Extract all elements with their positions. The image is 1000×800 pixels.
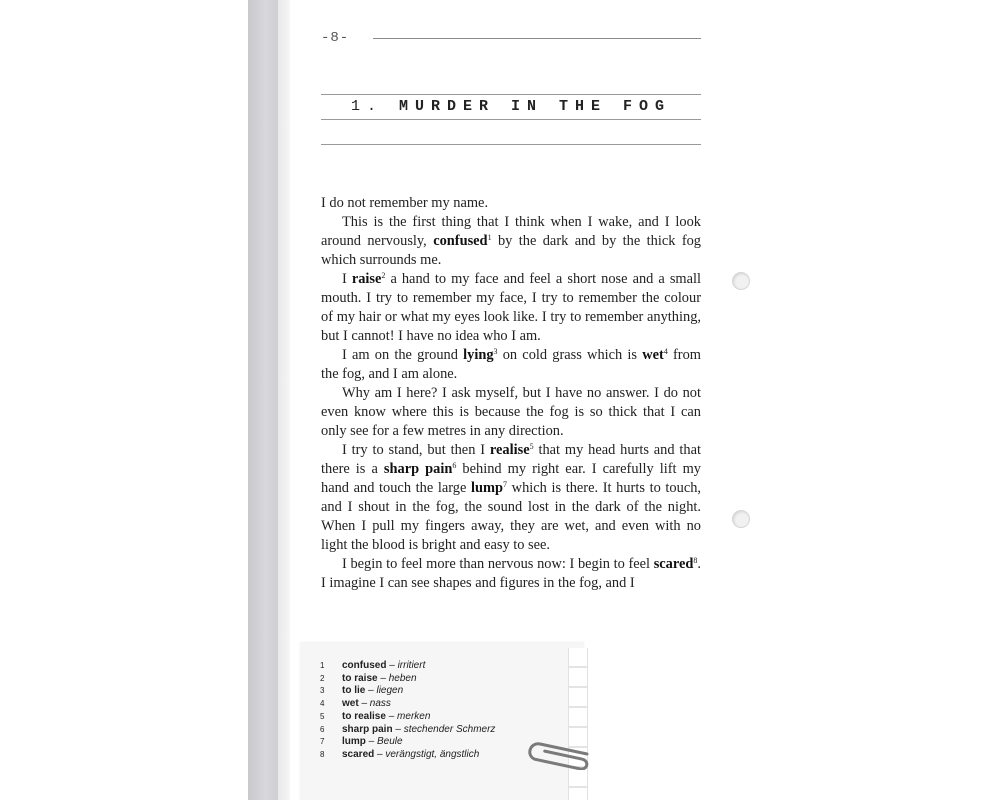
footnote-marker: 4 — [663, 347, 668, 356]
glossary-list — [320, 660, 495, 762]
paragraph — [321, 194, 701, 213]
glossary-translation: nass — [369, 698, 391, 710]
title-rule-bottom — [321, 119, 701, 120]
footnote-marker: 7 — [503, 480, 508, 489]
glossary-number: 1 — [320, 661, 325, 670]
paperclip-icon — [524, 742, 592, 770]
text-run: I do not remember my name. — [321, 195, 489, 211]
text-run: I begin to feel more than nervous now: I begin to feel — [342, 556, 654, 572]
glossary-item — [320, 698, 495, 711]
text-run: a hand to my face and feel a short nose and a small mouth. I try to remember my face, I try to remember the colour of my hair or what my eyes look like. I try to remember anything, but I cannot! I have no idea who I am. — [321, 271, 701, 344]
vocab-term: scared — [653, 556, 694, 572]
glossary-item — [320, 749, 495, 762]
glossary-separator: – — [365, 736, 378, 748]
vocab-term: lump — [471, 480, 504, 496]
title-rule-lower — [321, 144, 701, 145]
text-run: Why am I here? I ask myself, but I have no answer. I do not even know where this is because the fog is so thick that I can only see for a few metres in any direction. — [321, 385, 701, 439]
glossary-item — [320, 711, 495, 724]
glossary-number: 7 — [320, 737, 325, 747]
vocab-term: realise — [489, 442, 530, 458]
paragraph — [321, 346, 701, 384]
book-binding-shadow — [248, 0, 278, 800]
footnote-marker: 6 — [452, 461, 457, 470]
glossary-item — [320, 673, 495, 686]
text-run: behind my right ear. I carefully lift my hand and touch the large — [321, 461, 701, 496]
chapter-body-text — [321, 194, 701, 593]
notepad-spiral — [568, 648, 588, 800]
punch-hole — [732, 272, 750, 290]
glossary-number: 4 — [320, 699, 325, 709]
glossary-term: lump — [342, 736, 366, 748]
footnote-marker: 3 — [493, 347, 498, 356]
text-run: . I imagine I can see shapes and figures in the fog, and I — [321, 556, 701, 591]
glossary-term: wet — [342, 698, 359, 710]
glossary-number: 3 — [320, 686, 325, 696]
chapter-number: 1. — [350, 98, 383, 115]
paragraph — [321, 384, 701, 441]
text-run: that my head hurts and that there is a — [321, 442, 701, 477]
glossary-term: scared — [342, 748, 375, 760]
paragraph — [321, 213, 701, 270]
glossary-item — [320, 736, 495, 749]
glossary-term: to realise — [342, 710, 386, 722]
book-binding-edge — [278, 0, 290, 800]
text-run: I — [342, 271, 352, 287]
paragraph — [321, 555, 701, 593]
glossary-separator: – — [365, 685, 377, 697]
glossary-separator: – — [392, 723, 404, 735]
glossary-translation: irritiert — [397, 660, 426, 671]
text-run: by the dark and by the thick fog which surrounds me. — [321, 233, 702, 268]
glossary-separator: – — [385, 710, 398, 722]
glossary-term: to raise — [342, 672, 378, 684]
footnote-marker: 2 — [381, 271, 386, 280]
chapter-title — [321, 98, 701, 115]
glossary-term: sharp pain — [342, 723, 393, 735]
glossary-term: to lie — [342, 685, 366, 697]
glossary-term: confused — [342, 660, 387, 671]
paragraph — [321, 441, 701, 555]
glossary-translation: heben — [388, 672, 417, 684]
glossary-item — [320, 660, 495, 673]
glossary-separator: – — [358, 698, 370, 710]
glossary-translation: Beule — [377, 736, 403, 748]
glossary-number: 8 — [320, 749, 325, 759]
glossary-item — [320, 685, 495, 698]
glossary-separator: – — [386, 660, 398, 671]
glossary-item — [320, 724, 495, 737]
vocab-term: lying — [463, 347, 494, 363]
footnote-marker: 5 — [529, 442, 534, 451]
chapter-title-text: MURDER IN THE FOG — [399, 98, 672, 115]
title-rule-top — [321, 94, 701, 95]
paragraph — [321, 270, 701, 346]
page-number: -8- — [321, 30, 350, 46]
text-run: I am on the ground — [342, 347, 464, 363]
footnote-marker: 8 — [693, 556, 698, 565]
glossary-separator: – — [377, 672, 389, 684]
glossary-translation: liegen — [376, 685, 404, 697]
text-run: This is the first thing that I think when I wake, and I look around nervously, — [321, 214, 701, 249]
text-run: which is there. It hurts to touch, and I shout in the fog, the sound lost in the dark of the night. When I pull my fingers away, they are wet, and even with no light the blood is bright and easy to see. — [321, 480, 701, 553]
vocab-term: sharp pain — [383, 461, 453, 477]
text-run: from the fog, and I am alone. — [321, 347, 701, 382]
vocab-term: wet — [642, 347, 664, 363]
text-run: I try to stand, but then I — [342, 442, 490, 458]
vocab-term: raise — [351, 271, 382, 287]
glossary-number: 5 — [320, 711, 325, 721]
glossary-translation: verängstigt, ängstlich — [385, 748, 480, 760]
glossary-translation: merken — [397, 710, 431, 722]
footnote-marker: 1 — [487, 233, 492, 242]
vocab-term: confused — [433, 233, 488, 249]
glossary-number: 6 — [320, 724, 325, 734]
punch-hole — [732, 510, 750, 528]
header-rule — [373, 38, 701, 39]
glossary-number: 2 — [320, 673, 325, 683]
text-run: on cold grass which is — [497, 347, 643, 363]
glossary-separator: – — [374, 748, 386, 760]
glossary-translation: stechender Schmerz — [403, 723, 496, 735]
